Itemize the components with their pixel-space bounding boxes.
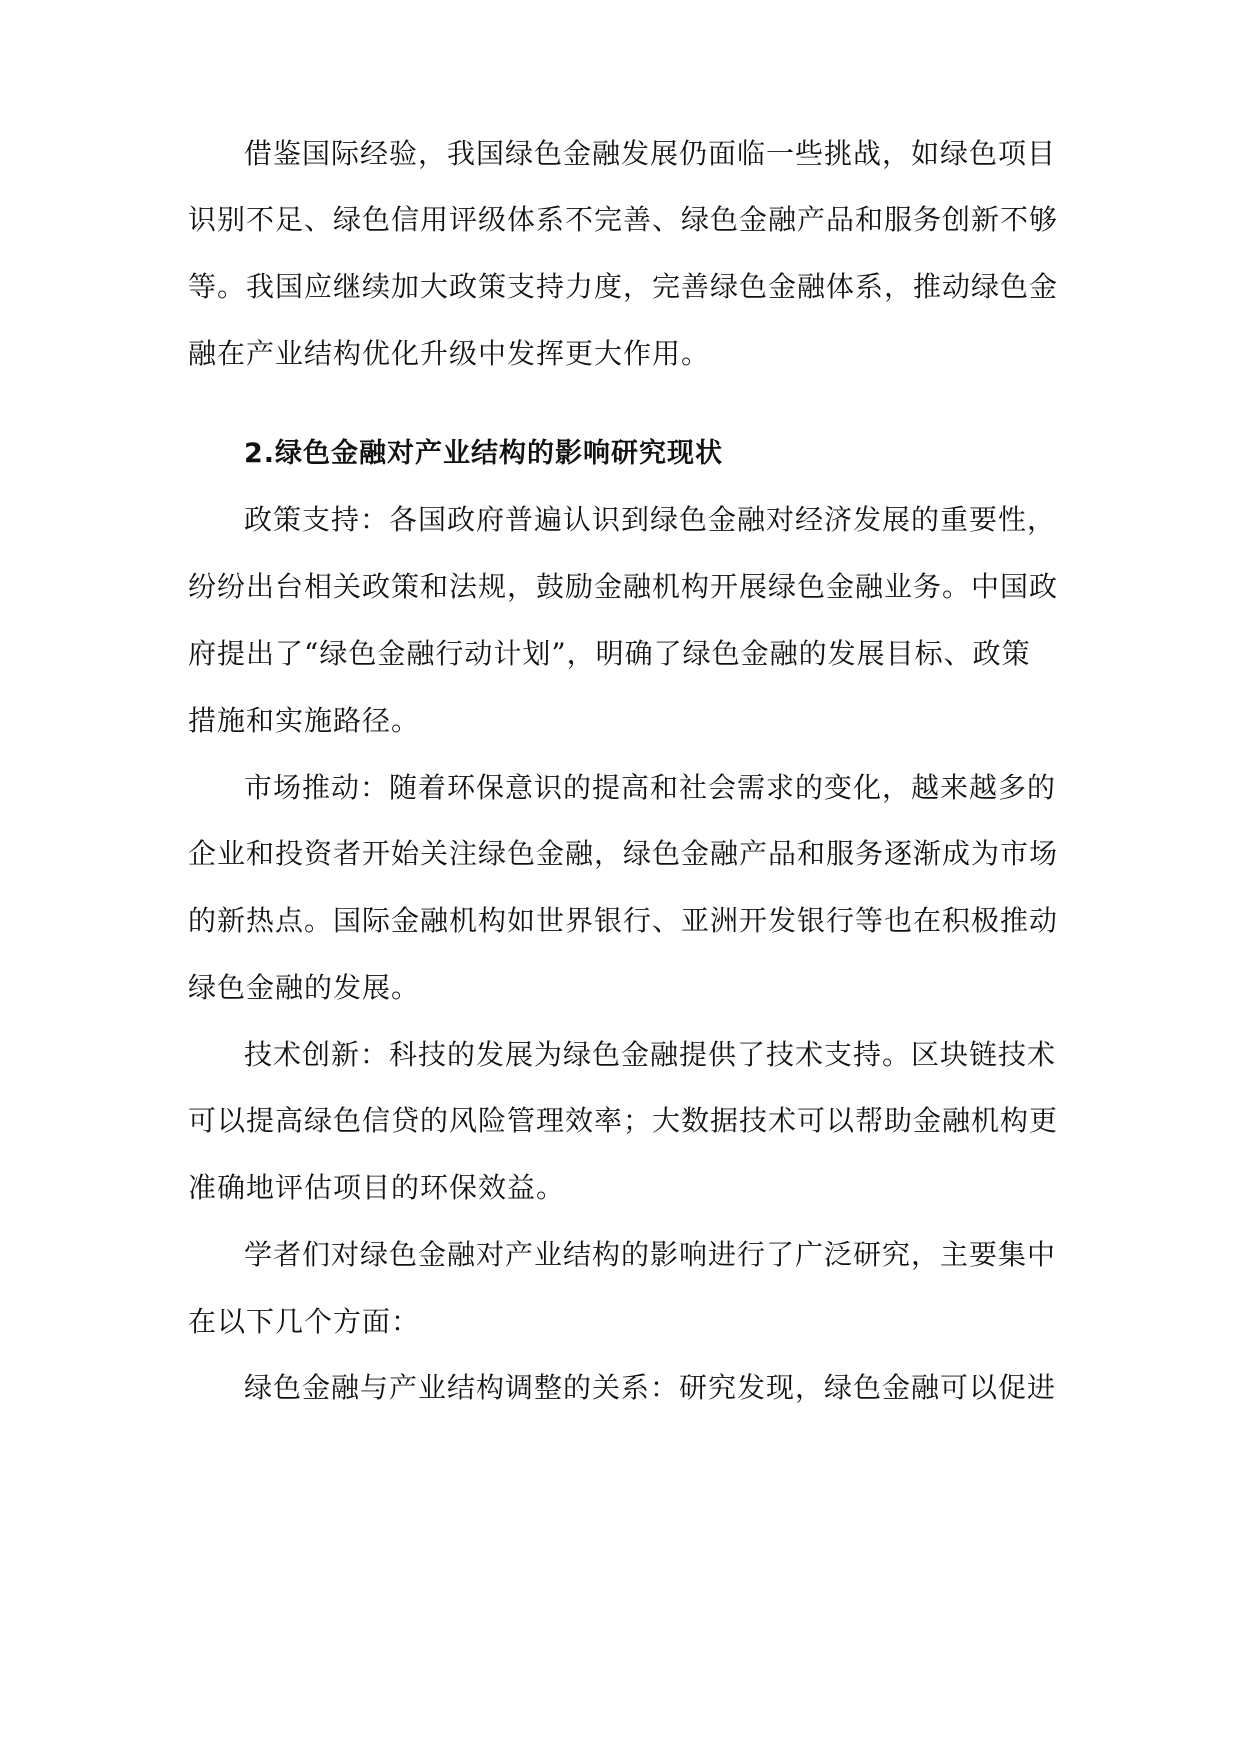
paragraph-3-line-2: 企业和投资者开始关注绿色金融，绿色金融产品和服务逐渐成为市场 [188,837,1058,870]
paragraph-2-line-2: 纷纷出台相关政策和法规，鼓励金融机构开展绿色金融业务。中国政 [188,570,1058,603]
section-heading: 2.绿色金融对产业结构的影响研究现状 [244,438,724,469]
paragraph-2-line-1: 政策支持：各国政府普遍认识到绿色金融对经济发展的重要性， [244,503,1057,536]
paragraph-1-line-1: 借鉴国际经验，我国绿色金融发展仍面临一些挑战，如绿色项目 [244,137,1057,170]
paragraph-4-line-2: 可以提高绿色信贷的风险管理效率；大数据技术可以帮助金融机构更 [188,1104,1058,1137]
paragraph-3-line-1: 市场推动：随着环保意识的提高和社会需求的变化，越来越多的 [244,771,1057,804]
paragraph-5-line-2: 在以下几个方面： [188,1305,421,1338]
paragraph-1-line-3: 等。我国应继续加大政策支持力度，完善绿色金融体系，推动绿色金 [188,270,1058,303]
paragraph-5-line-1: 学者们对绿色金融对产业结构的影响进行了广泛研究，主要集中 [244,1238,1057,1271]
paragraph-4-line-1: 技术创新：科技的发展为绿色金融提供了技术支持。区块链技术 [244,1038,1057,1071]
paragraph-3-line-4: 绿色金融的发展。 [188,971,421,1004]
paragraph-2-line-3: 府提出了“绿色金融行动计划”，明确了绿色金融的发展目标、政策 [188,637,1031,670]
paragraph-1-line-4: 融在产业结构优化升级中发挥更大作用。 [188,337,711,370]
paragraph-1-line-2: 识别不足、绿色信用评级体系不完善、绿色金融产品和服务创新不够 [188,203,1058,236]
paragraph-3-line-3: 的新热点。国际金融机构如世界银行、亚洲开发银行等也在积极推动 [188,904,1058,937]
paragraph-4-line-3: 准确地评估项目的环保效益。 [188,1171,566,1204]
paragraph-2-line-4: 措施和实施路径。 [188,704,421,737]
paragraph-6-line-1: 绿色金融与产业结构调整的关系：研究发现，绿色金融可以促进 [244,1371,1057,1404]
